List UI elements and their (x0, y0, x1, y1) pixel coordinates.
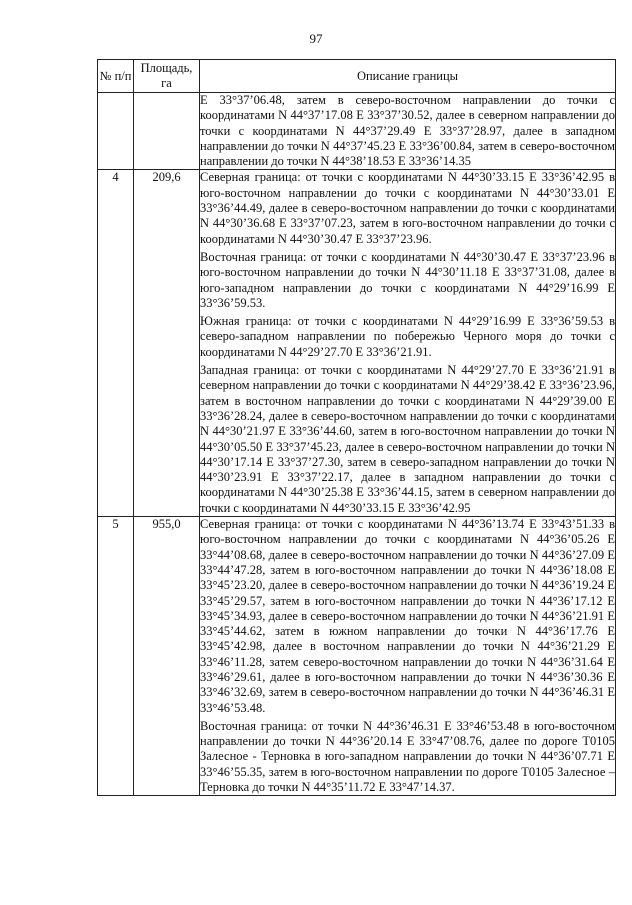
header-area: Площадь, га (134, 60, 200, 93)
row-number: 4 (98, 170, 134, 517)
row-area: 209,6 (134, 170, 200, 517)
north-boundary-paragraph: Северная граница: от точки с координатами N 44°36’13.74 E 33°43’51.33 в юго-восточном направлении до точки с координатами N 44°36’05.26 E 33°44’08.68, далее в северо-восточном направлении до точки N 44°36’27.09 E 33°44’47.28, затем в юго-восточном направлении до точки N 44°36’18.08 E 33°45’23.20, далее в северо-восточном направлении до точки N 44°36’19.24 E 33°45’29.57, затем в юго-восточном направлении до точки N 44°36’17.12 E 33°45’34.93, далее в северо-восточном направлении до точки N 44°36’21.91 E 33°45’44.62, затем в южном направлении до точки N 44°36’17.76 E 33°45’42.98, далее в восточном направлении до точки N 44°36’21.29 E 33°46’11.28, затем северо-восточном направлении до точки N 44°36’31.64 E 33°46’29.61, далее в юго-восточном направлении до точки N 44°36’30.36 E 33°46’32.69, затем в северо-восточном направлении до точки N 44°36’46.31 E 33°46’53.48. (200, 517, 615, 715)
east-boundary-paragraph: Восточная граница: от точки с координатами N 44°30’30.47 E 33°37’23.96 в юго-восточном направлении до точки N 44°30’11.18 E 33°37’31.08, далее в юго-западном направлении до точки с координатами N 44°29’16.99 E 33°36’59.53. (200, 249, 615, 310)
header-number: № п/п (98, 60, 134, 93)
north-boundary-paragraph: Северная граница: от точки с координатами N 44°30’33.15 E 33°36’42.95 в юго-восточном направлении до точки с координатами N 44°30’33.01 E 33°36’44.49, далее в северо-восточном направлении до точки с координатами N 44°30’36.68 E 33°37’07.23, затем в юго-восточном направлении до точки с координатами N 44°30’30.47 E 33°37’23.96. (200, 170, 615, 246)
row-description (200, 517, 616, 796)
boundary-paragraph: E 33°37’06.48, затем в северо-восточном направлении до точки с координатами N 44°37’17.08 E 33°37’30.52, далее в северном направлении до точки с координатами N 44°37’29.49 E 33°37’28.97, далее в западном направлении до точки N 44°37’45.23 E 33°36’00.84, затем в северо-восточном направлении до точки N 44°38’18.53 E 33°36’14.35 (200, 93, 615, 169)
south-boundary-paragraph: Южная граница: от точки с координатами N 44°29’16.99 E 33°36’59.53 в северо-западном направлении по побережью Черного моря до точки с координатами N 44°29’27.70 E 33°36’21.91. (200, 314, 615, 359)
row-area: 955,0 (134, 517, 200, 796)
boundary-table (97, 59, 616, 796)
west-boundary-paragraph: Западная граница: от точки с координатами N 44°29’27.70 E 33°36’21.91 в северном направлении до точки с координатами N 44°29’38.42 E 33°36’23.96, затем в восточном направлении до точки с координатами N 44°29’39.00 E 33°36’28.24, далее в северо-восточном направлении до точки с координатами N 44°30’21.97 E 33°36’44.60, затем в юго-восточном направлении до точки N 44°30’05.50 E 33°37’45.23, далее в северо-восточном направлении до точки N 44°30’17.14 E 33°37’27.30, затем в северо-западном направлении до точки N 44°30’23.91 E 33°37’22.17, далее в западном направлении до точки с координатами N 44°30’25.38 E 33°36’44.15, затем в северном направлении до точки с координатами N 44°30’33.15 E 33°36’42.95 (200, 363, 615, 515)
header-description: Описание границы (200, 60, 616, 93)
row-description (200, 93, 616, 170)
row-description (200, 170, 616, 517)
page-number: 97 (309, 31, 323, 46)
east-boundary-paragraph: Восточная граница: от точки N 44°36’46.31 E 33°46’53.48 в юго-восточном направлении до точки N 44°36’20.14 E 33°47’08.76, далее по дороге Т0105 Залесное - Терновка в юго-западном направлении до точки N 44°36’07.71 E 33°46’55.35, затем в юго-восточном направлении по дороге Т0105 Залесное – Терновка до точки N 44°35’11.72 E 33°47’14.37. (200, 718, 615, 795)
table-row (98, 170, 616, 517)
table-row (98, 517, 616, 796)
row-area (134, 93, 200, 170)
row-number (98, 93, 134, 170)
table-header-row (98, 60, 616, 93)
row-number: 5 (98, 517, 134, 796)
table-row (98, 93, 616, 170)
